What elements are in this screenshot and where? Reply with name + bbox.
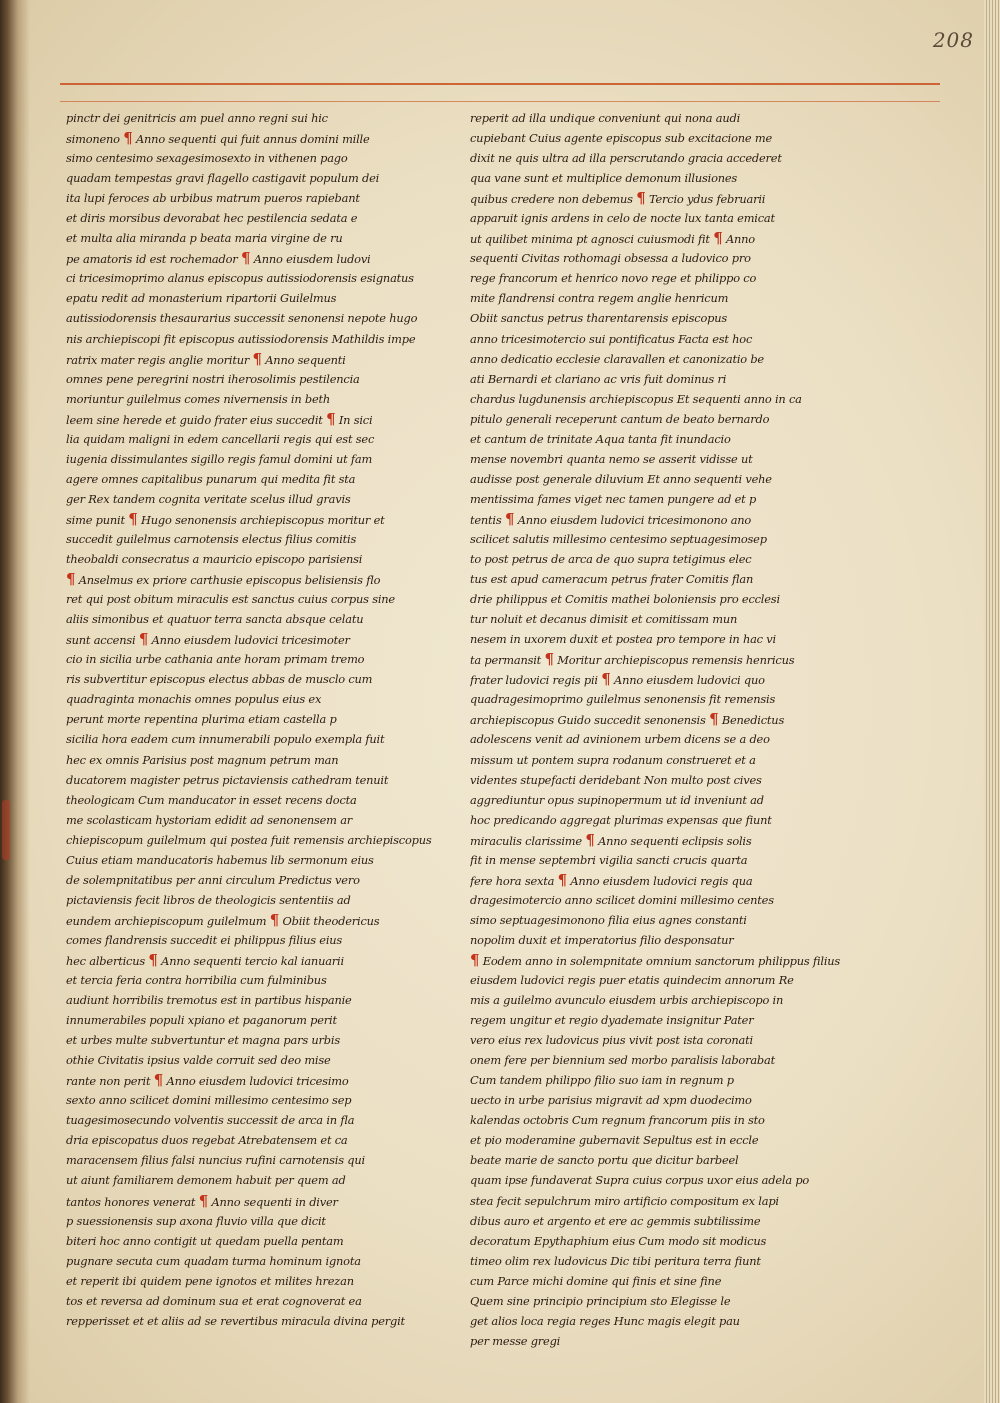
rubricated-paragraph-mark: ¶ — [252, 349, 262, 368]
rubricated-paragraph-mark: ¶ — [153, 1071, 164, 1090]
right-column-line: Cum tandem philippo filio suo iam in regnum p — [470, 1073, 734, 1088]
left-column-line: ita lupi feroces ab urbibus matrum pueros rapiebant — [66, 191, 360, 206]
left-column-line: sunt accensi ¶ Anno eiusdem ludovici tricesimoter — [66, 630, 350, 649]
left-column-line: et tercia feria contra horribilia cum fulminibus — [66, 973, 327, 988]
left-column-line: rante non perit ¶ Anno eiusdem ludovici tricesimo — [66, 1071, 349, 1090]
left-column-line: sexto anno scilicet domini millesimo centesimo sep — [66, 1093, 352, 1108]
page-stack-edge — [984, 0, 1000, 1403]
right-column-line: anno tricesimotercio sui pontificatus Facta est hoc — [470, 331, 753, 346]
right-column-line: eiusdem ludovici regis puer etatis quindecim annorum Re — [470, 973, 794, 988]
right-column-line: beate marie de sancto portu que dicitur barbeel — [470, 1153, 739, 1168]
right-column-line: archiepiscopus Guido succedit senonensis ¶ Benedictus — [470, 710, 785, 729]
right-column-line: audisse post generale diluvium Et anno sequenti vehe — [470, 471, 772, 486]
right-column-line: mite flandrensi contra regem anglie henricum — [470, 291, 729, 306]
right-column-line: decoratum Epythaphium eius Cum modo sit modicus — [470, 1233, 767, 1248]
left-column-line: hec alberticus ¶ Anno sequenti tercio kal ianuarii — [66, 950, 344, 969]
left-column-line: ut aiunt familiarem demonem habuit per quem ad — [66, 1173, 346, 1188]
right-column-line: mentissima fames viget nec tamen pungere ad et p — [470, 491, 757, 506]
right-column-line: hoc predicando aggregat plurimas expensas que fiunt — [470, 812, 772, 827]
left-column-line: sime punit ¶ Hugo senonensis archiepiscopus moritur et — [66, 509, 385, 528]
left-column-line: ¶ Anselmus ex priore carthusie episcopus belisiensis flo — [66, 570, 381, 589]
right-column-line: nopolim duxit et imperatorius filio desponsatur — [470, 932, 734, 947]
left-column-line: eundem archiepiscopum guilelmum ¶ Obiit theodericus — [66, 910, 380, 929]
rubricated-paragraph-mark: ¶ — [713, 229, 723, 248]
left-column-line: ducatorem magister petrus pictaviensis cathedram tenuit — [66, 772, 389, 787]
right-column-line: aggrediuntur opus supinopermum ut id inveniunt ad — [470, 792, 764, 807]
ruling-line-second — [60, 101, 940, 102]
rubricated-paragraph-mark: ¶ — [504, 509, 515, 528]
left-column-line: leem sine herede et guido frater eius succedit ¶ In sici — [66, 409, 373, 428]
left-column-line: moriuntur guilelmus comes nivernensis in beth — [66, 391, 331, 406]
right-column-line: scilicet salutis millesimo centesimo septuagesimosep — [470, 531, 767, 546]
rubricated-paragraph-mark: ¶ — [326, 409, 336, 428]
right-column-line: et cantum de trinitate Aqua tanta fit inundacio — [470, 431, 731, 446]
left-column-line: et diris morsibus devorabat hec pestilencia sedata e — [66, 211, 358, 226]
right-column-line: fere hora sexta ¶ Anno eiusdem ludovici regis qua — [470, 870, 753, 889]
rubricated-paragraph-mark: ¶ — [269, 910, 280, 929]
right-column-line: vero eius rex ludovicus pius vivit post ista coronati — [470, 1033, 753, 1048]
right-column-line: ¶ Eodem anno in solempnitate omnium sanctorum philippus filius — [470, 950, 841, 969]
left-column-line: ret qui post obitum miraculis est sanctus cuius corpus sine — [66, 592, 395, 607]
binding-gutter — [0, 0, 30, 1403]
right-column-line: Quem sine principio principium sto Elegisse le — [470, 1293, 731, 1308]
left-column-line: dria episcopatus duos regebat Atrebatensem et ca — [66, 1133, 348, 1148]
right-column-line: quadragesimoprimo guilelmus senonensis fit remensis — [470, 692, 776, 707]
left-column-line: Cuius etiam manducatoris habemus lib sermonum eius — [66, 852, 374, 867]
right-column-line: ut quilibet minima pt agnosci cuiusmodi fit ¶ Anno — [470, 229, 755, 248]
left-column-line: tantos honores venerat ¶ Anno sequenti in diver — [66, 1191, 338, 1210]
text-column-right — [470, 108, 862, 1351]
right-column-line: anno dedicatio ecclesie claravallen et canonizatio be — [470, 351, 764, 366]
right-column-line: quibus credere non debemus ¶ Tercio ydus februarii — [470, 189, 766, 208]
right-column-line: stea fecit sepulchrum miro artificio compositum ex lapi — [470, 1193, 779, 1208]
right-column-line: per messe gregi — [470, 1333, 561, 1348]
right-column-line: drie philippus et Comitis mathei boloniensis pro ecclesi — [470, 592, 780, 607]
rubricated-paragraph-mark: ¶ — [123, 129, 133, 148]
left-column-line: ci tricesimoprimo alanus episcopus autissiodorensis esignatus — [66, 271, 414, 286]
left-column-line: perunt morte repentina plurima etiam castella p — [66, 712, 337, 727]
left-column-line: sicilia hora eadem cum innumerabili populo exempla fuit — [66, 732, 385, 747]
right-column-line: miraculis clarissime ¶ Anno sequenti eclipsis solis — [470, 830, 752, 849]
left-column-line: chiepiscopum guilelmum qui postea fuit remensis archiepiscopus — [66, 832, 432, 847]
left-column-line: pe amatoris id est rochemador ¶ Anno eiusdem ludovi — [66, 249, 371, 268]
left-column-line: et urbes multe subvertuntur et magna pars urbis — [66, 1033, 340, 1048]
left-column-line: audiunt horribilis tremotus est in partibus hispanie — [66, 993, 352, 1008]
right-column-line: simo septuagesimonono filia eius agnes constanti — [470, 912, 747, 927]
right-column-line: tentis ¶ Anno eiusdem ludovici tricesimonono ano — [470, 509, 752, 528]
right-column-line: adolescens venit ad avinionem urbem dicens se a deo — [470, 732, 770, 747]
right-column-line: fit in mense septembri vigilia sancti crucis quarta — [470, 852, 748, 867]
red-thread-stain — [2, 800, 10, 860]
right-column-line: chardus lugdunensis archiepiscopus Et sequenti anno in ca — [470, 391, 802, 406]
right-column-line: rege francorum et henrico novo rege et philippo co — [470, 271, 757, 286]
right-column-line: mis a guilelmo avunculo eiusdem urbis archiepiscopo in — [470, 993, 784, 1008]
left-column-line: lia quidam maligni in edem cancellarii regis qui est sec — [66, 431, 375, 446]
left-column-line: ratrix mater regis anglie moritur ¶ Anno sequenti — [66, 349, 346, 368]
rubricated-paragraph-mark: ¶ — [557, 870, 567, 889]
left-column-line: p suessionensis sup axona fluvio villa que dicit — [66, 1213, 326, 1228]
right-column-line: cupiebant Cuius agente episcopus sub excitacione me — [470, 131, 773, 146]
left-column-line: autissiodorensis thesaurarius successit senonensi nepote hugo — [66, 311, 418, 326]
right-column-line: kalendas octobris Cum regnum francorum piis in sto — [470, 1113, 765, 1128]
left-column-line: innumerabiles populi xpiano et paganorum perit — [66, 1013, 337, 1028]
left-column-line: simo centesimo sexagesimosexto in vithenen pago — [66, 151, 348, 166]
left-column-line: pugnare secuta cum quadam turma hominum ignota — [66, 1253, 361, 1268]
left-column-line: nis archiepiscopi fit episcopus autissiodorensis Mathildis impe — [66, 331, 416, 346]
folio-number: 208 — [932, 28, 974, 52]
right-column-line: apparuit ignis ardens in celo de nocte lux tanta emicat — [470, 211, 775, 226]
right-column-line: regem ungitur et regio dyademate insignitur Pater — [470, 1013, 754, 1028]
right-column-line: pitulo generali receperunt cantum de beato bernardo — [470, 411, 770, 426]
left-column-line: et multa alia miranda p beata maria virgine de ru — [66, 231, 343, 246]
rubricated-paragraph-mark: ¶ — [128, 509, 138, 528]
left-column-line: repperisset et et aliis ad se revertibus miracula divina pergit — [66, 1313, 405, 1328]
right-column-line: et pio moderamine gubernavit Sepultus est in eccle — [470, 1133, 759, 1148]
right-column-line: onem fere per biennium sed morbo paralisis laborabat — [470, 1053, 775, 1068]
rubricated-paragraph-mark: ¶ — [601, 670, 611, 689]
left-column-line: iugenia dissimulantes sigillo regis famul domini ut fam — [66, 451, 373, 466]
right-column-line: sequenti Civitas rothomagi obsessa a ludovico pro — [470, 251, 751, 266]
left-column-line: aliis simonibus et quatuor terra sancta absque celatu — [66, 612, 364, 627]
left-column-line: me scolasticam hystoriam edidit ad senonensem ar — [66, 812, 353, 827]
right-column-line: qua vane sunt et multiplice demonum illusiones — [470, 171, 738, 186]
left-column-line: quadraginta monachis omnes populus eius ex — [66, 692, 322, 707]
left-column-line: agere omnes capitalibus punarum qui medita fit sta — [66, 471, 356, 486]
right-column-line: dragesimotercio anno scilicet domini millesimo centes — [470, 892, 774, 907]
left-column-line: de solempnitatibus per anni circulum Predictus vero — [66, 872, 360, 887]
left-column-line: cio in sicilia urbe cathania ante horam primam tremo — [66, 652, 365, 667]
right-column-line: dibus auro et argento et ere ac gemmis subtilissime — [470, 1213, 761, 1228]
right-column-line: reperit ad illa undique conveniunt qui nona audi — [470, 111, 741, 125]
rubricated-paragraph-mark: ¶ — [636, 189, 646, 208]
rubricated-paragraph-mark: ¶ — [709, 710, 719, 729]
left-column-line: epatu redit ad monasterium ripartorii Guilelmus — [66, 291, 337, 306]
right-column-line: get alios loca regia reges Hunc magis elegit pau — [470, 1313, 740, 1328]
left-column-line: theobaldi consecratus a mauricio episcopo parisiensi — [66, 552, 363, 567]
left-column-line: et reperit ibi quidem pene ignotos et milites hrezan — [66, 1273, 354, 1288]
rubricated-paragraph-mark: ¶ — [544, 650, 554, 669]
left-column-line: ris subvertitur episcopus electus abbas de musclo cum — [66, 672, 373, 687]
right-column-line: cum Parce michi domine qui finis et sine fine — [470, 1273, 722, 1288]
left-column-line: ger Rex tandem cognita veritate scelus illud gravis — [66, 491, 351, 506]
left-column-line: hec ex omnis Parisius post magnum petrum man — [66, 752, 339, 767]
rubricated-paragraph-mark: ¶ — [148, 950, 158, 969]
right-column-line: tur noluit et decanus dimisit et comitissam mun — [470, 612, 738, 627]
right-column-line: uecto in urbe parisius migravit ad xpm duodecimo — [470, 1093, 752, 1108]
right-column-line: Obiit sanctus petrus tharentarensis episcopus — [470, 311, 728, 326]
right-column-line: ta permansit ¶ Moritur archiepiscopus remensis henricus — [470, 650, 795, 669]
left-column-line: quadam tempestas gravi flagello castigavit populum dei — [66, 171, 380, 186]
left-column-line: pictaviensis fecit libros de theologicis sententiis ad — [66, 892, 351, 907]
right-column-line: dixit ne quis ultra ad illa perscrutando gracia accederet — [470, 151, 782, 166]
ruling-line-top — [60, 83, 940, 85]
right-column-line: missum ut pontem supra rodanum construeret et a — [470, 752, 756, 767]
left-column-line: tuagesimosecundo volventis successit de arca in fla — [66, 1113, 355, 1128]
rubricated-paragraph-mark: ¶ — [240, 249, 251, 268]
right-column-line: nesem in uxorem duxit et postea pro tempore in hac vi — [470, 632, 776, 647]
rubricated-paragraph-mark: ¶ — [198, 1191, 209, 1210]
left-column-line: simoneno ¶ Anno sequenti qui fuit annus domini mille — [66, 129, 370, 148]
right-column-line: ati Bernardi et clariano ac vris fuit dominus ri — [470, 371, 727, 386]
left-column-line: theologicam Cum manducator in esset recens docta — [66, 792, 357, 807]
left-column-line: biteri hoc anno contigit ut quedam puella pentam — [66, 1233, 344, 1248]
left-column-line: pinctr dei genitricis am puel anno regni sui hic — [66, 111, 328, 125]
right-column-line: to post petrus de arca de quo supra tetigimus elec — [470, 552, 752, 567]
right-column-line: quam ipse fundaverat Supra cuius corpus uxor eius adela po — [470, 1173, 810, 1188]
text-column-left — [66, 108, 456, 1331]
left-column-line: comes flandrensis succedit ei philippus filius eius — [66, 932, 343, 947]
rubricated-paragraph-mark: ¶ — [585, 830, 595, 849]
rubricated-paragraph-mark: ¶ — [66, 570, 76, 589]
left-column-line: omnes pene peregrini nostri iherosolimis pestilencia — [66, 371, 360, 386]
right-column-line: tus est apud cameracum petrus frater Comitis flan — [470, 572, 754, 587]
left-column-line: othie Civitatis ipsius valde corruit sed deo mise — [66, 1053, 331, 1068]
right-column-line: mense novembri quanta nemo se asserit vidisse ut — [470, 451, 753, 466]
rubricated-paragraph-mark: ¶ — [138, 630, 149, 649]
left-column-line: tos et reversa ad dominum sua et erat cognoverat ea — [66, 1293, 362, 1308]
right-column-line: timeo olim rex ludovicus Dic tibi peritura terra fiunt — [470, 1253, 761, 1268]
right-column-line: videntes stupefacti deridebant Non multo post cives — [470, 772, 762, 787]
right-column-line: frater ludovici regis pii ¶ Anno eiusdem ludovici quo — [470, 670, 765, 689]
left-column-line: succedit guilelmus carnotensis electus filius comitis — [66, 531, 357, 546]
left-column-line: maracensem filius falsi nuncius rufini carnotensis qui — [66, 1153, 365, 1168]
rubricated-paragraph-mark: ¶ — [470, 950, 480, 969]
